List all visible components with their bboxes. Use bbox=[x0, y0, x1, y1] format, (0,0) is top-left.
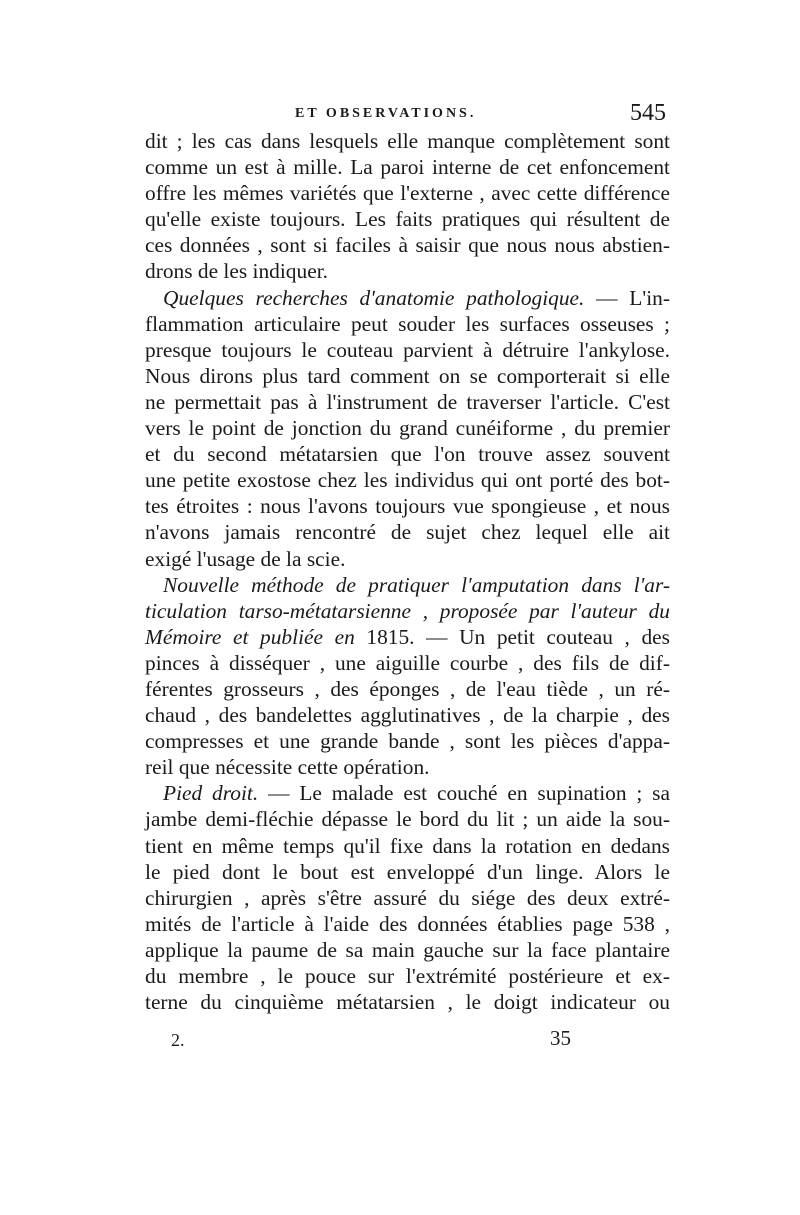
text-line: presque toujours le couteau parvient à détruire l'ankylose. bbox=[145, 337, 670, 362]
section-heading-line bbox=[145, 780, 670, 806]
text-line: applique la paume de sa main gauche sur la face plantaire bbox=[145, 937, 670, 962]
text-line: offre les mêmes variétés que l'externe , avec cette différence bbox=[145, 181, 670, 206]
section-title-line: ticulation tarso-métatarsienne , proposée par l'auteur du bbox=[145, 598, 670, 623]
section-heading-line bbox=[145, 624, 670, 650]
text-line: chirurgien , après s'être assuré du siége des deux extré- bbox=[145, 885, 670, 910]
text-line: exigé l'usage de la scie. bbox=[145, 546, 346, 571]
text-line: pinces à disséquer , une aiguille courbe , des fils de dif- bbox=[145, 650, 670, 675]
text-line: du membre , le pouce sur l'extrémité postérieure et ex- bbox=[145, 964, 670, 988]
text-line: le pied dont le bout est enveloppé d'un linge. Alors le bbox=[145, 859, 670, 884]
text-fragment: — L'in- bbox=[584, 285, 670, 310]
text-line: n'avons jamais rencontré de sujet chez lequel elle ait bbox=[145, 520, 670, 545]
text-fragment: 1815. — Un petit couteau , des bbox=[354, 624, 670, 649]
running-head: ET OBSERVATIONS. bbox=[295, 106, 477, 121]
text-line: ne permettait pas à l'instrument de traverser l'article. C'est bbox=[145, 389, 670, 414]
text-line: une petite exostose chez les individus qui ont porté des bot- bbox=[145, 468, 670, 493]
text-line: vers le point de jonction du grand cunéiforme , du premier bbox=[145, 416, 670, 441]
body-text bbox=[145, 128, 670, 1015]
text-line: terne du cinquième métatarsien , le doigt indicateur ou bbox=[145, 990, 670, 1015]
text-line: compresses et une grande bande , sont les pièces d'appa- bbox=[145, 729, 670, 754]
section-title-fragment: Mémoire et publiée en bbox=[145, 624, 355, 649]
text-line: tes étroites : nous l'avons toujours vue spongieuse , et nous bbox=[145, 494, 670, 519]
text-line: drons de les indiquer. bbox=[145, 259, 328, 284]
sheet-number: 35 bbox=[550, 1026, 571, 1050]
text-line: dit ; les cas dans lesquels elle manque complètement sont bbox=[145, 129, 670, 153]
signature-mark: 2. bbox=[171, 1030, 185, 1050]
section-title-anatomie: Quelques recherches d'anatomie pathologique. bbox=[163, 285, 585, 310]
text-line: comme un est à mille. La paroi interne de cet enfoncement bbox=[145, 155, 670, 180]
page-footer bbox=[145, 1026, 670, 1056]
text-line: chaud , des bandelettes agglutinatives , de la charpie , des bbox=[145, 703, 670, 728]
text-line: tient en même temps qu'il fixe dans la rotation en dedans bbox=[145, 833, 670, 858]
text-line: et du second métatarsien que l'on trouve assez souvent bbox=[145, 442, 670, 467]
page-number: 545 bbox=[630, 100, 666, 126]
section-title-pied-droit: Pied droit. bbox=[163, 781, 259, 806]
text-fragment: — Le malade est couché en supination ; sa bbox=[258, 781, 671, 806]
section-heading-line bbox=[145, 285, 670, 311]
text-line: jambe demi-fléchie dépasse le bord du lit ; un aide la sou- bbox=[145, 807, 670, 832]
text-line: Nous dirons plus tard comment on se comporterait si elle bbox=[145, 363, 670, 388]
text-line: flammation articulaire peut souder les surfaces osseuses ; bbox=[145, 311, 670, 336]
text-line: mités de l'article à l'aide des données établies page 538 , bbox=[145, 911, 670, 936]
text-line: reil que nécessite cette opération. bbox=[145, 755, 430, 780]
text-line: férentes grosseurs , des éponges , de l'eau tiède , un ré- bbox=[145, 676, 670, 701]
text-line: qu'elle existe toujours. Les faits pratiques qui résultent de bbox=[145, 207, 670, 232]
section-title-line: Nouvelle méthode de pratiquer l'amputation dans l'ar- bbox=[163, 572, 670, 597]
text-line: ces données , sont si faciles à saisir que nous nous abstien- bbox=[145, 233, 670, 258]
